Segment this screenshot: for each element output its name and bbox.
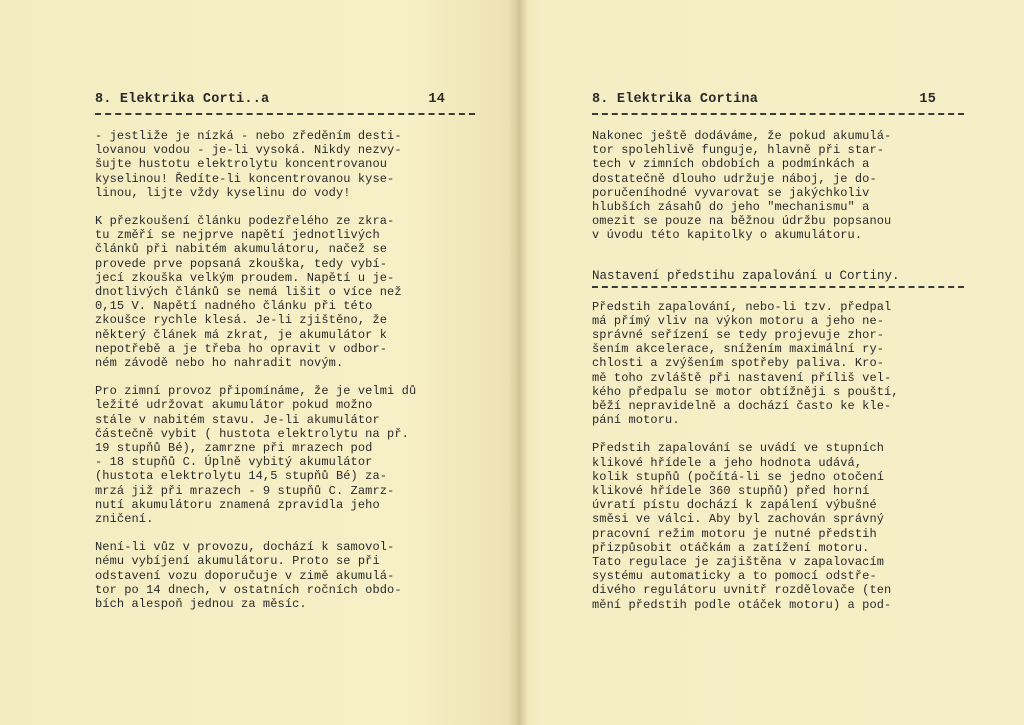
left-page <box>95 92 475 611</box>
book-gutter <box>508 0 528 725</box>
text-line: nému vybíjení akumulátoru. Proto se při <box>95 554 380 569</box>
text-line: linou, lijte vždy kyselinu do vody! <box>95 185 351 200</box>
left-page-chapter-title: 8. Elektrika Corti..a <box>95 92 270 107</box>
right-paragraph-3 <box>592 441 964 611</box>
text-line: kolik stupňů (počítá-li se jedno otočení <box>592 469 885 484</box>
right-page <box>592 92 964 612</box>
right-paragraph-2 <box>592 300 964 428</box>
text-line: chlosti a zvýšením spotřeby paliva. Kro- <box>592 356 885 371</box>
text-line: správné seřízení se tedy projevuje zhor- <box>592 328 885 343</box>
text-line: nutí akumulátoru znamená zpravidla jeho <box>95 497 380 512</box>
text-line: pání motoru. <box>592 413 680 428</box>
text-line: Tato regulace je zajištěna v zapalovacím <box>592 555 885 570</box>
text-line: hlubších zásahů do jeho "mechanismu" a <box>592 200 870 215</box>
text-line: ném závodě nebo ho nahradit novým. <box>95 356 344 371</box>
text-line: Pro zimní provoz připomínáme, že je velmi dů <box>95 384 417 399</box>
text-line: 19 stupňů Bé), zamrzne při mrazech pod <box>95 441 373 456</box>
right-page-number: 15 <box>919 92 936 107</box>
text-line: přizpůsobit otáčkám a zatížení motoru. <box>592 540 870 555</box>
text-line: zničení. <box>95 512 154 527</box>
text-line: mrzá již při mrazech - 9 stupňů C. Zamrz- <box>95 483 395 498</box>
right-paragraph-1 <box>592 129 964 243</box>
text-line: tu změří se nejprve napětí jednotlivých <box>95 228 380 243</box>
text-line: má přímý vliv na výkon motoru a jeho ne- <box>592 313 885 328</box>
section-heading: Nastavení předstihu zapalování u Cortiny. <box>592 268 900 283</box>
text-line: lovanou vodou - je-li vysoká. Nikdy nezvy- <box>95 143 402 158</box>
text-line: Nakonec ještě dodáváme, že pokud akumulá- <box>592 129 892 143</box>
text-line: směsi ve válci. Aby byl zachován správný <box>592 512 885 527</box>
text-line: odstavení vozu doporučuje v zimě akumulá- <box>95 568 395 583</box>
text-line: běží nepravidelně a dochází často ke kle- <box>592 399 892 414</box>
text-line: šením akcelerace, snížením maximální ry- <box>592 342 885 357</box>
text-line: poručeníhodné vyvarovat se jakýchkoliv <box>592 185 870 200</box>
text-line: systému automaticky a to pomocí odstře- <box>592 569 877 584</box>
text-line: klikové hřídele 360 stupňů) před horní <box>592 484 870 499</box>
text-line: ležité udržovat akumulátor pokud možno <box>95 398 373 413</box>
text-line: částečně vybit ( hustota elektrolytu na př. <box>95 426 409 441</box>
text-line: šujte hustotu elektrolytu koncentrovanou <box>95 157 388 172</box>
text-line: omezit se pouze na běžnou údržbu popsanou <box>592 214 892 229</box>
text-line: dnotlivých článků se nemá lišit o více než <box>95 285 402 300</box>
section-heading-rule <box>592 286 964 288</box>
text-line: Není-li vůz v provozu, dochází k samovol- <box>95 540 395 555</box>
text-line: pracovní režim motoru je nutné předstih <box>592 526 877 541</box>
text-line: úvratí pístu dochází k zapálení výbušné <box>592 498 877 513</box>
text-line: dostatečně dlouho udržuje náboj, je do- <box>592 171 877 186</box>
text-line: - 18 stupňů C. Úplně vybitý akumulátor <box>95 455 373 470</box>
text-line: 0,15 V. Napětí nadného článku při této <box>95 299 373 314</box>
left-paragraph-3 <box>95 384 475 526</box>
text-line: zkoušce rychle klesá. Je-li zjištěno, že <box>95 313 388 328</box>
text-line: bích alespoň jednou za měsíc. <box>95 597 307 612</box>
right-header-rule <box>592 113 964 115</box>
right-page-chapter-title: 8. Elektrika Cortina <box>592 92 759 107</box>
text-line: tor po 14 dnech, v ostatních ročních obdo- <box>95 582 402 597</box>
right-page-header <box>592 92 964 110</box>
text-line: v úvodu této kapitolky o akumulátoru. <box>592 228 863 243</box>
left-page-header <box>95 92 475 110</box>
text-line: K přezkoušení článku podezřelého ze zkra- <box>95 214 395 229</box>
text-line: kého předpalu se motor obtížněji s pouští, <box>592 384 899 399</box>
text-line: mě toho zvláště při nastavení příliš vel- <box>592 370 892 385</box>
text-line: stále v nabitém stavu. Je-li akumulátor <box>95 412 380 427</box>
text-line: (hustota elektrolytu 14,5 stupňů Bé) za- <box>95 469 388 484</box>
left-paragraph-1 <box>95 129 475 200</box>
text-line: tech v zimních obdobích a podmínkách a <box>592 157 870 172</box>
text-line: mění předstih podle otáček motoru) a pod- <box>592 597 892 612</box>
text-line: jecí zkouška velkým proudem. Napětí u je- <box>95 270 395 285</box>
text-line: některý článek má zkrat, je akumulátor k <box>95 327 388 342</box>
text-line: kyselinou! Ředíte-li koncentrovanou kyse- <box>95 171 395 186</box>
text-line: nepotřebě a je třeba ho opravit v odbor- <box>95 341 388 356</box>
text-line: tor spolehlivě funguje, hlavně při star- <box>592 143 885 158</box>
text-line: divého regulátoru uvnitř rozdělovače (ten <box>592 583 892 598</box>
text-line: Předstih zapalování se uvádí ve stupních <box>592 441 885 456</box>
text-line: článků při nabitém akumulátoru, načež se <box>95 242 388 257</box>
left-paragraph-4 <box>95 540 475 611</box>
text-line: Předstih zapalování, nebo-li tzv. předpal <box>592 299 892 314</box>
left-header-rule <box>95 113 475 115</box>
text-line: provede prve popsaná zkouška, tedy vybí- <box>95 256 388 271</box>
text-line: - jestliže je nízká - nebo zředěním desti- <box>95 129 402 143</box>
text-line: klikové hřídele a jeho hodnota udává, <box>592 455 863 470</box>
left-paragraph-2 <box>95 214 475 370</box>
left-page-number: 14 <box>428 92 445 107</box>
